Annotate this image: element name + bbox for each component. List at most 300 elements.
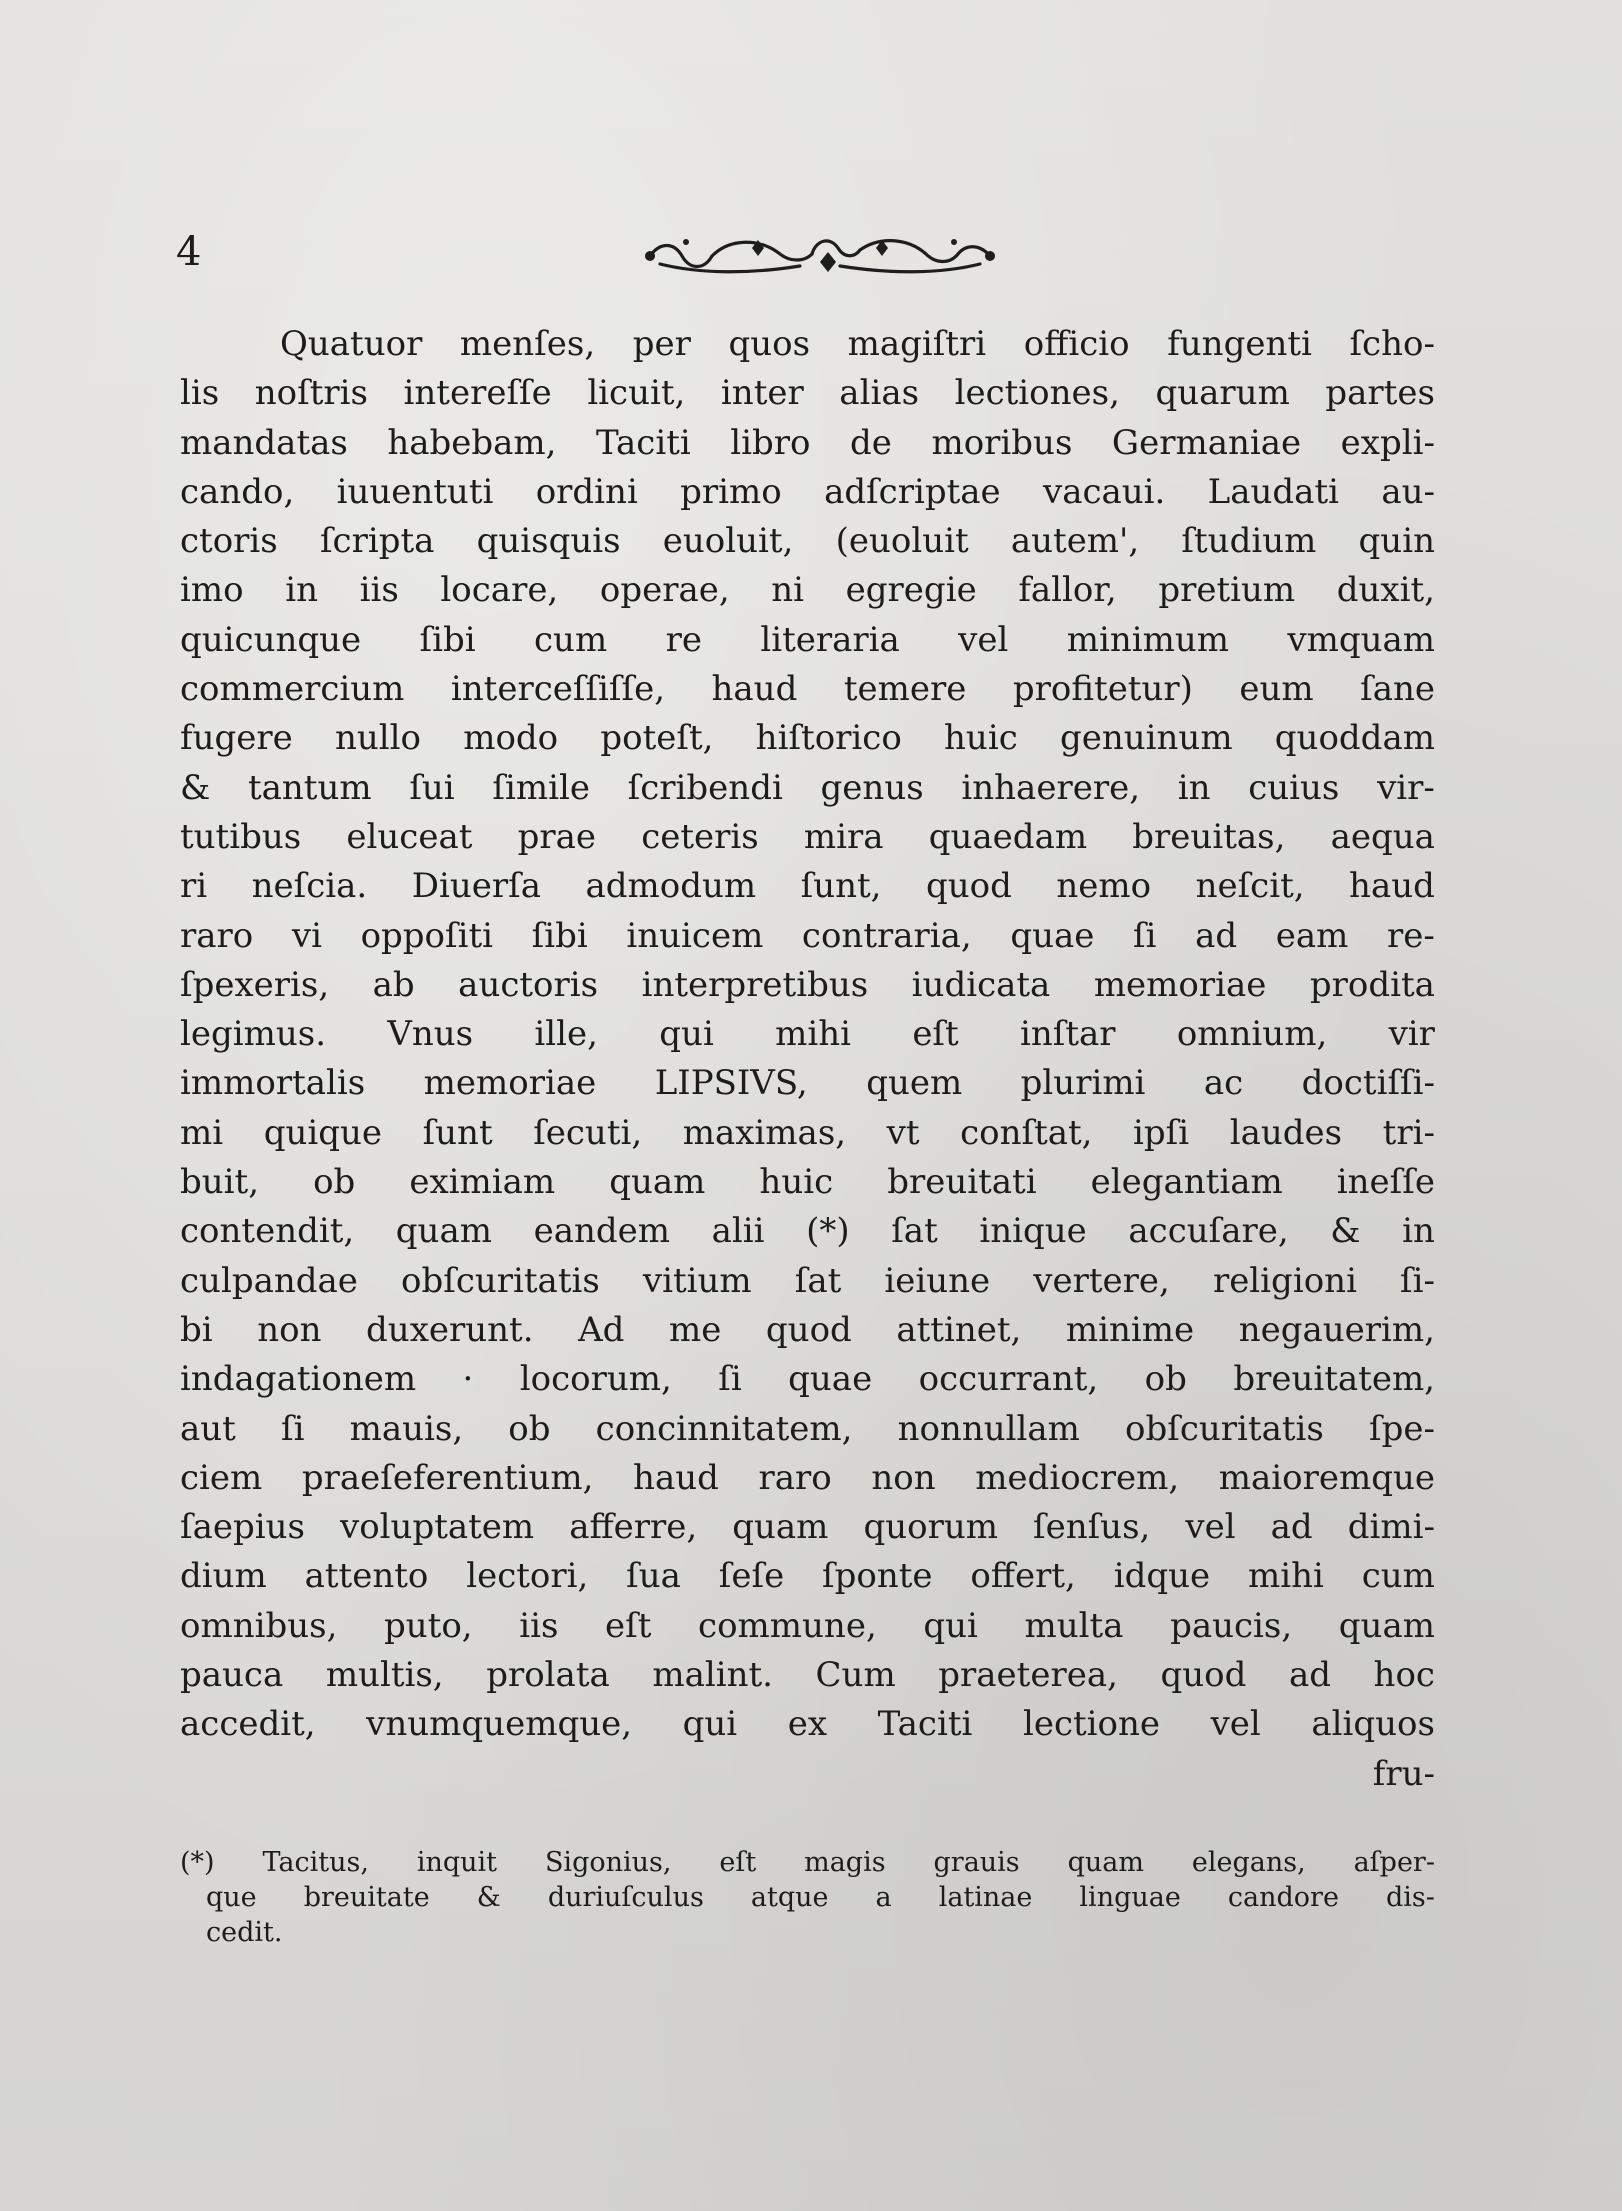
word: nemo [1056,866,1152,907]
word: eam [1275,915,1349,956]
word: vnumquemque, [366,1704,633,1745]
word: buit, [180,1162,260,1203]
word: ſi- [1400,1260,1435,1301]
word: eluceat [346,816,473,857]
text-line [180,1257,1435,1306]
text-line [180,1602,1435,1651]
word: hoc [1373,1655,1435,1696]
word: inquit [416,1847,498,1878]
word: iudicata [911,964,1051,1005]
word: Germaniae [1111,422,1302,463]
word: nullo [334,718,421,759]
word: eum [1239,669,1314,710]
word: maximas, [682,1112,847,1153]
word: au- [1381,471,1435,512]
word: ineſſe [1336,1162,1435,1203]
word: ſua [626,1556,681,1597]
word: me [668,1309,722,1350]
word: operae, [599,570,730,611]
word: ciem [180,1457,263,1498]
word: primo [680,471,782,512]
header-ornament-icon [640,228,1000,284]
word: quarum [1155,373,1290,414]
word: memoriae [1093,964,1267,1005]
text-line [180,714,1435,763]
word: ſaepius [180,1507,305,1548]
word: inſtar [1019,1014,1116,1055]
word: cuius [1248,767,1340,808]
word: fallor, [1018,570,1117,611]
word: euoluit, [662,521,794,562]
word: prae [517,816,597,857]
word: ſeſe [718,1556,785,1597]
word: legimus. [180,1014,327,1055]
word: ad [1288,1655,1331,1696]
word: quae [1010,915,1095,956]
word: in [1177,767,1211,808]
word: vacaui. [1042,471,1166,512]
word: ſibi [531,915,588,956]
word: eſt [719,1847,757,1878]
word: aliquos [1311,1704,1435,1745]
word: prolata [486,1655,610,1696]
footnote-line [180,1845,1435,1880]
word: genuinum [1059,718,1233,759]
word: vir- [1377,767,1435,808]
text-line [180,764,1435,813]
word: quem [866,1063,963,1104]
word: mandatas [180,422,348,463]
word: ſane [1360,669,1435,710]
word: alias [839,373,920,414]
word: ſcribendi [627,767,783,808]
word: ieiune [884,1260,991,1301]
word: raro [180,915,254,956]
word: bi [180,1309,213,1350]
word: obſcuritatis [401,1260,600,1301]
word: eandem [533,1211,670,1252]
word: ctoris [180,521,278,562]
word: haud [633,1457,719,1498]
word: indagationem [180,1359,417,1400]
word: raro [758,1457,832,1498]
word: mihi [775,1014,852,1055]
word: quorum [863,1507,998,1548]
text-line [180,1503,1435,1552]
text-line [180,419,1435,468]
word: ſunt, [800,866,882,907]
word: (*) [806,1211,850,1252]
word: ob [1144,1359,1187,1400]
word: qui [659,1014,714,1055]
word: ob [508,1408,551,1449]
text-line [180,961,1435,1010]
word: ad [1270,1507,1313,1548]
word: interpretibus [641,964,869,1005]
word: Laudati [1207,471,1339,512]
text-line [180,1552,1435,1601]
word: ſui [409,767,455,808]
word: quae [788,1359,873,1400]
footnote-line: cedit. [206,1917,283,1948]
word: inuicem [626,915,764,956]
word: praeterea, [938,1655,1118,1696]
word: profitetur) [1012,669,1193,710]
word: dium [180,1556,267,1597]
text-line [180,468,1435,517]
word: plurimi [1020,1063,1146,1104]
word: magiſtri [847,324,987,364]
word: ob [313,1162,356,1203]
word: poteſt, [600,718,714,759]
word: tri- [1382,1112,1435,1153]
word: multis, [325,1655,444,1696]
word: vel [958,619,1009,660]
word: ac [1203,1063,1244,1104]
word: magis [804,1847,886,1878]
word: ſi [280,1408,305,1449]
word: Taciti [596,422,691,463]
word: egregie [845,570,977,611]
word: lectione [1022,1704,1161,1745]
word: noſtris [254,373,368,414]
word: iuuentuti [336,471,494,512]
word: commune, [698,1605,877,1646]
word: ſcho- [1349,324,1435,364]
word: re- [1387,915,1435,956]
word: negauerim, [1238,1309,1435,1350]
word: Ad [578,1309,625,1350]
word: haud [711,669,798,710]
word: Diuerſa [411,866,541,907]
word: aſper- [1353,1847,1435,1878]
word: quisquis [476,521,621,562]
word: quos [728,324,811,364]
word: dimi- [1347,1507,1435,1548]
word: literaria [760,619,900,660]
word: inique [979,1211,1087,1252]
word: imo [180,570,244,611]
catchword: fru- [1372,1753,1435,1794]
word: officio [1023,324,1130,364]
word: ſibi [419,619,476,660]
main-text [180,320,1435,1798]
word: attento [304,1556,429,1597]
word: ſat [794,1260,842,1301]
word: omnium, [1176,1014,1328,1055]
text-line [180,1010,1435,1059]
word: praeſeferentium, [301,1457,594,1498]
word: in [1402,1211,1435,1252]
word: vir [1388,1014,1435,1055]
word: ſpe- [1368,1408,1435,1449]
word: breuitas, [1132,816,1286,857]
word: pauca [180,1655,284,1696]
word: mediocrem, [975,1457,1180,1498]
word: quod [925,866,1012,907]
word: ipſi [1133,1112,1190,1153]
word: occurrant, [918,1359,1099,1400]
word: huic [759,1162,834,1203]
word: oppoſiti [360,915,494,956]
word: ſpexeris, [180,964,330,1005]
page-number: 4 [176,229,202,275]
word: fugere [180,718,293,759]
word: hiſtorico [755,718,902,759]
word: ſecuti, [533,1112,643,1153]
text-line [180,566,1435,615]
text-line [180,1651,1435,1700]
word: adſcriptae [824,471,1001,512]
word: Vnus [387,1014,474,1055]
word: malint. [652,1655,773,1696]
word: vmquam [1287,619,1435,660]
word: menſes, [459,324,596,364]
word: intereſſe [403,373,552,414]
word: huic [944,718,1018,759]
word: vertere, [1033,1260,1170,1301]
word: dis- [1385,1882,1435,1913]
word: ſi [718,1359,742,1400]
word: per [632,324,691,364]
word: mauis, [349,1408,464,1449]
word: linguae [1079,1882,1181,1913]
word: ad [1195,915,1238,956]
word: iis [519,1605,559,1646]
word: breuitate [303,1882,430,1913]
word: admodum [585,866,757,907]
word: offert, [970,1556,1076,1597]
word: alii [711,1211,765,1252]
word: latinae [938,1882,1033,1913]
word: doctiſſi- [1301,1063,1435,1104]
word: lis [180,373,220,414]
word: mihi [1247,1556,1324,1597]
word: maioremque [1218,1457,1435,1498]
word: ſimile [492,767,590,808]
word: contraria, [801,915,972,956]
word: (*) [180,1847,215,1878]
text-line [180,862,1435,911]
word: vt [886,1112,920,1153]
word: eſt [605,1605,652,1646]
text-line [180,1207,1435,1256]
word: quod [765,1309,852,1350]
word: autem', [1010,521,1140,562]
word: quam [1067,1847,1144,1878]
word: expli- [1340,422,1435,463]
text-line [180,1306,1435,1355]
word: vi [291,915,322,956]
word: memoriae [423,1063,597,1104]
word: libro [730,422,811,463]
word: Taciti [877,1704,973,1745]
word: obſcuritatis [1125,1408,1324,1449]
word: commercium [180,669,405,710]
text-line [180,1109,1435,1158]
word: concinnitatem, [595,1408,853,1449]
word: voluptatem [340,1507,535,1548]
word: omnibus, [180,1605,338,1646]
word: quam [732,1507,829,1548]
word: immortalis [180,1063,366,1104]
word: aequa [1330,816,1435,857]
word: neſcit, [1195,866,1305,907]
word: contendit, [180,1211,355,1252]
word: ſtudium [1181,521,1317,562]
word: tantum [247,767,372,808]
word: in [285,570,318,611]
word: ſunt [422,1112,493,1153]
word: ex [787,1704,828,1745]
word: habebam, [387,422,557,463]
word: quin [1358,521,1435,562]
word: ſenſus, [1033,1507,1151,1548]
text-line [180,1454,1435,1503]
word: minime [1065,1309,1195,1350]
word: LIPSIVS, [654,1063,808,1104]
word: quicunque [180,619,362,660]
word: temere [843,669,967,710]
word: puto, [384,1605,473,1646]
text-line [180,912,1435,961]
word: genus [820,767,924,808]
word: vel [1185,1507,1236,1548]
word: quam [609,1162,706,1203]
word: mira [803,816,884,857]
word: eſt [912,1014,959,1055]
word: ri [180,866,208,907]
word: afferre, [569,1507,698,1548]
word: religioni [1212,1260,1357,1301]
word: candore [1227,1882,1339,1913]
word: ordini [535,471,638,512]
word: inhaerere, [961,767,1141,808]
word: vitium [642,1260,752,1301]
word: ſcripta [319,521,435,562]
word: Cum [815,1655,896,1696]
word: locare, [440,570,559,611]
word: & [476,1882,501,1913]
word: ceteris [641,816,759,857]
text-line [180,1355,1435,1404]
text-line [180,1059,1435,1108]
word: duriuſculus [547,1882,704,1913]
word: pretium [1158,570,1296,611]
word: non [257,1309,322,1350]
word: qui [682,1704,738,1745]
word: fungenti [1167,324,1312,364]
text-line [180,616,1435,665]
word: prodita [1309,964,1435,1005]
word: locorum, [519,1359,672,1400]
word: de [850,422,892,463]
word: atque [750,1882,829,1913]
word: breuitati [887,1162,1037,1203]
word: ni [771,570,805,611]
word: non [871,1457,936,1498]
word: accedit, [180,1704,316,1745]
word: quam [1338,1605,1435,1646]
text-line [180,1405,1435,1454]
word: vel [1210,1704,1261,1745]
word: conſtat, [960,1112,1093,1153]
word: idque [1113,1556,1211,1597]
word: attinet, [896,1309,1022,1350]
word: auctoris [458,964,599,1005]
text-line [180,1158,1435,1207]
word: elegans, [1191,1847,1306,1878]
word: neſcia. [251,866,368,907]
word: accuſare, [1128,1211,1289,1252]
word: quaedam [928,816,1088,857]
word: moribus [931,422,1073,463]
word: paucis, [1170,1605,1293,1646]
word: Tacitus, [262,1847,369,1878]
word: · [462,1359,474,1400]
word: grauis [933,1847,1020,1878]
word: breuitatem, [1233,1359,1435,1400]
word: lectiones, [954,373,1120,414]
word: & [1330,1211,1361,1252]
word: ab [372,964,415,1005]
text-line [180,813,1435,862]
word: elegantiam [1090,1162,1283,1203]
text-line [180,517,1435,566]
word: cando, [180,471,295,512]
word: haud [1349,866,1435,907]
word: & [180,767,211,808]
word: inter [720,373,804,414]
footnote [180,1845,1435,1950]
word: ille, [534,1014,598,1055]
word: minimum [1066,619,1229,660]
word: quam [395,1211,492,1252]
word: aut [180,1408,236,1449]
word: quod [1160,1655,1247,1696]
text-line [180,320,1435,369]
word: Quatuor [280,324,423,364]
word: nonnullam [897,1408,1080,1449]
text-line [180,369,1435,418]
word: qui [923,1605,978,1646]
word: duxit, [1336,570,1435,611]
word: ſponte [822,1556,933,1597]
word: multa [1024,1605,1124,1646]
text-line [180,665,1435,714]
word: que [206,1882,257,1913]
word: tutibus [180,816,302,857]
word: culpandae [180,1260,358,1301]
word: quoddam [1274,718,1435,759]
word: ſi [1133,915,1157,956]
word: duxerunt. [366,1309,534,1350]
word: modo [463,718,559,759]
word: partes [1325,373,1435,414]
word: re [665,619,702,660]
text-line [180,1700,1435,1749]
word: cum [534,619,608,660]
word: (euoluit [835,521,969,562]
word: interceſſiſſe, [450,669,666,710]
word: quique [263,1112,383,1153]
word: Sigonius, [544,1847,672,1878]
footnote-line [180,1880,1435,1915]
word: licuit, [587,373,686,414]
word: laudes [1229,1112,1343,1153]
word: lectori, [466,1556,589,1597]
word: mi [180,1112,224,1153]
